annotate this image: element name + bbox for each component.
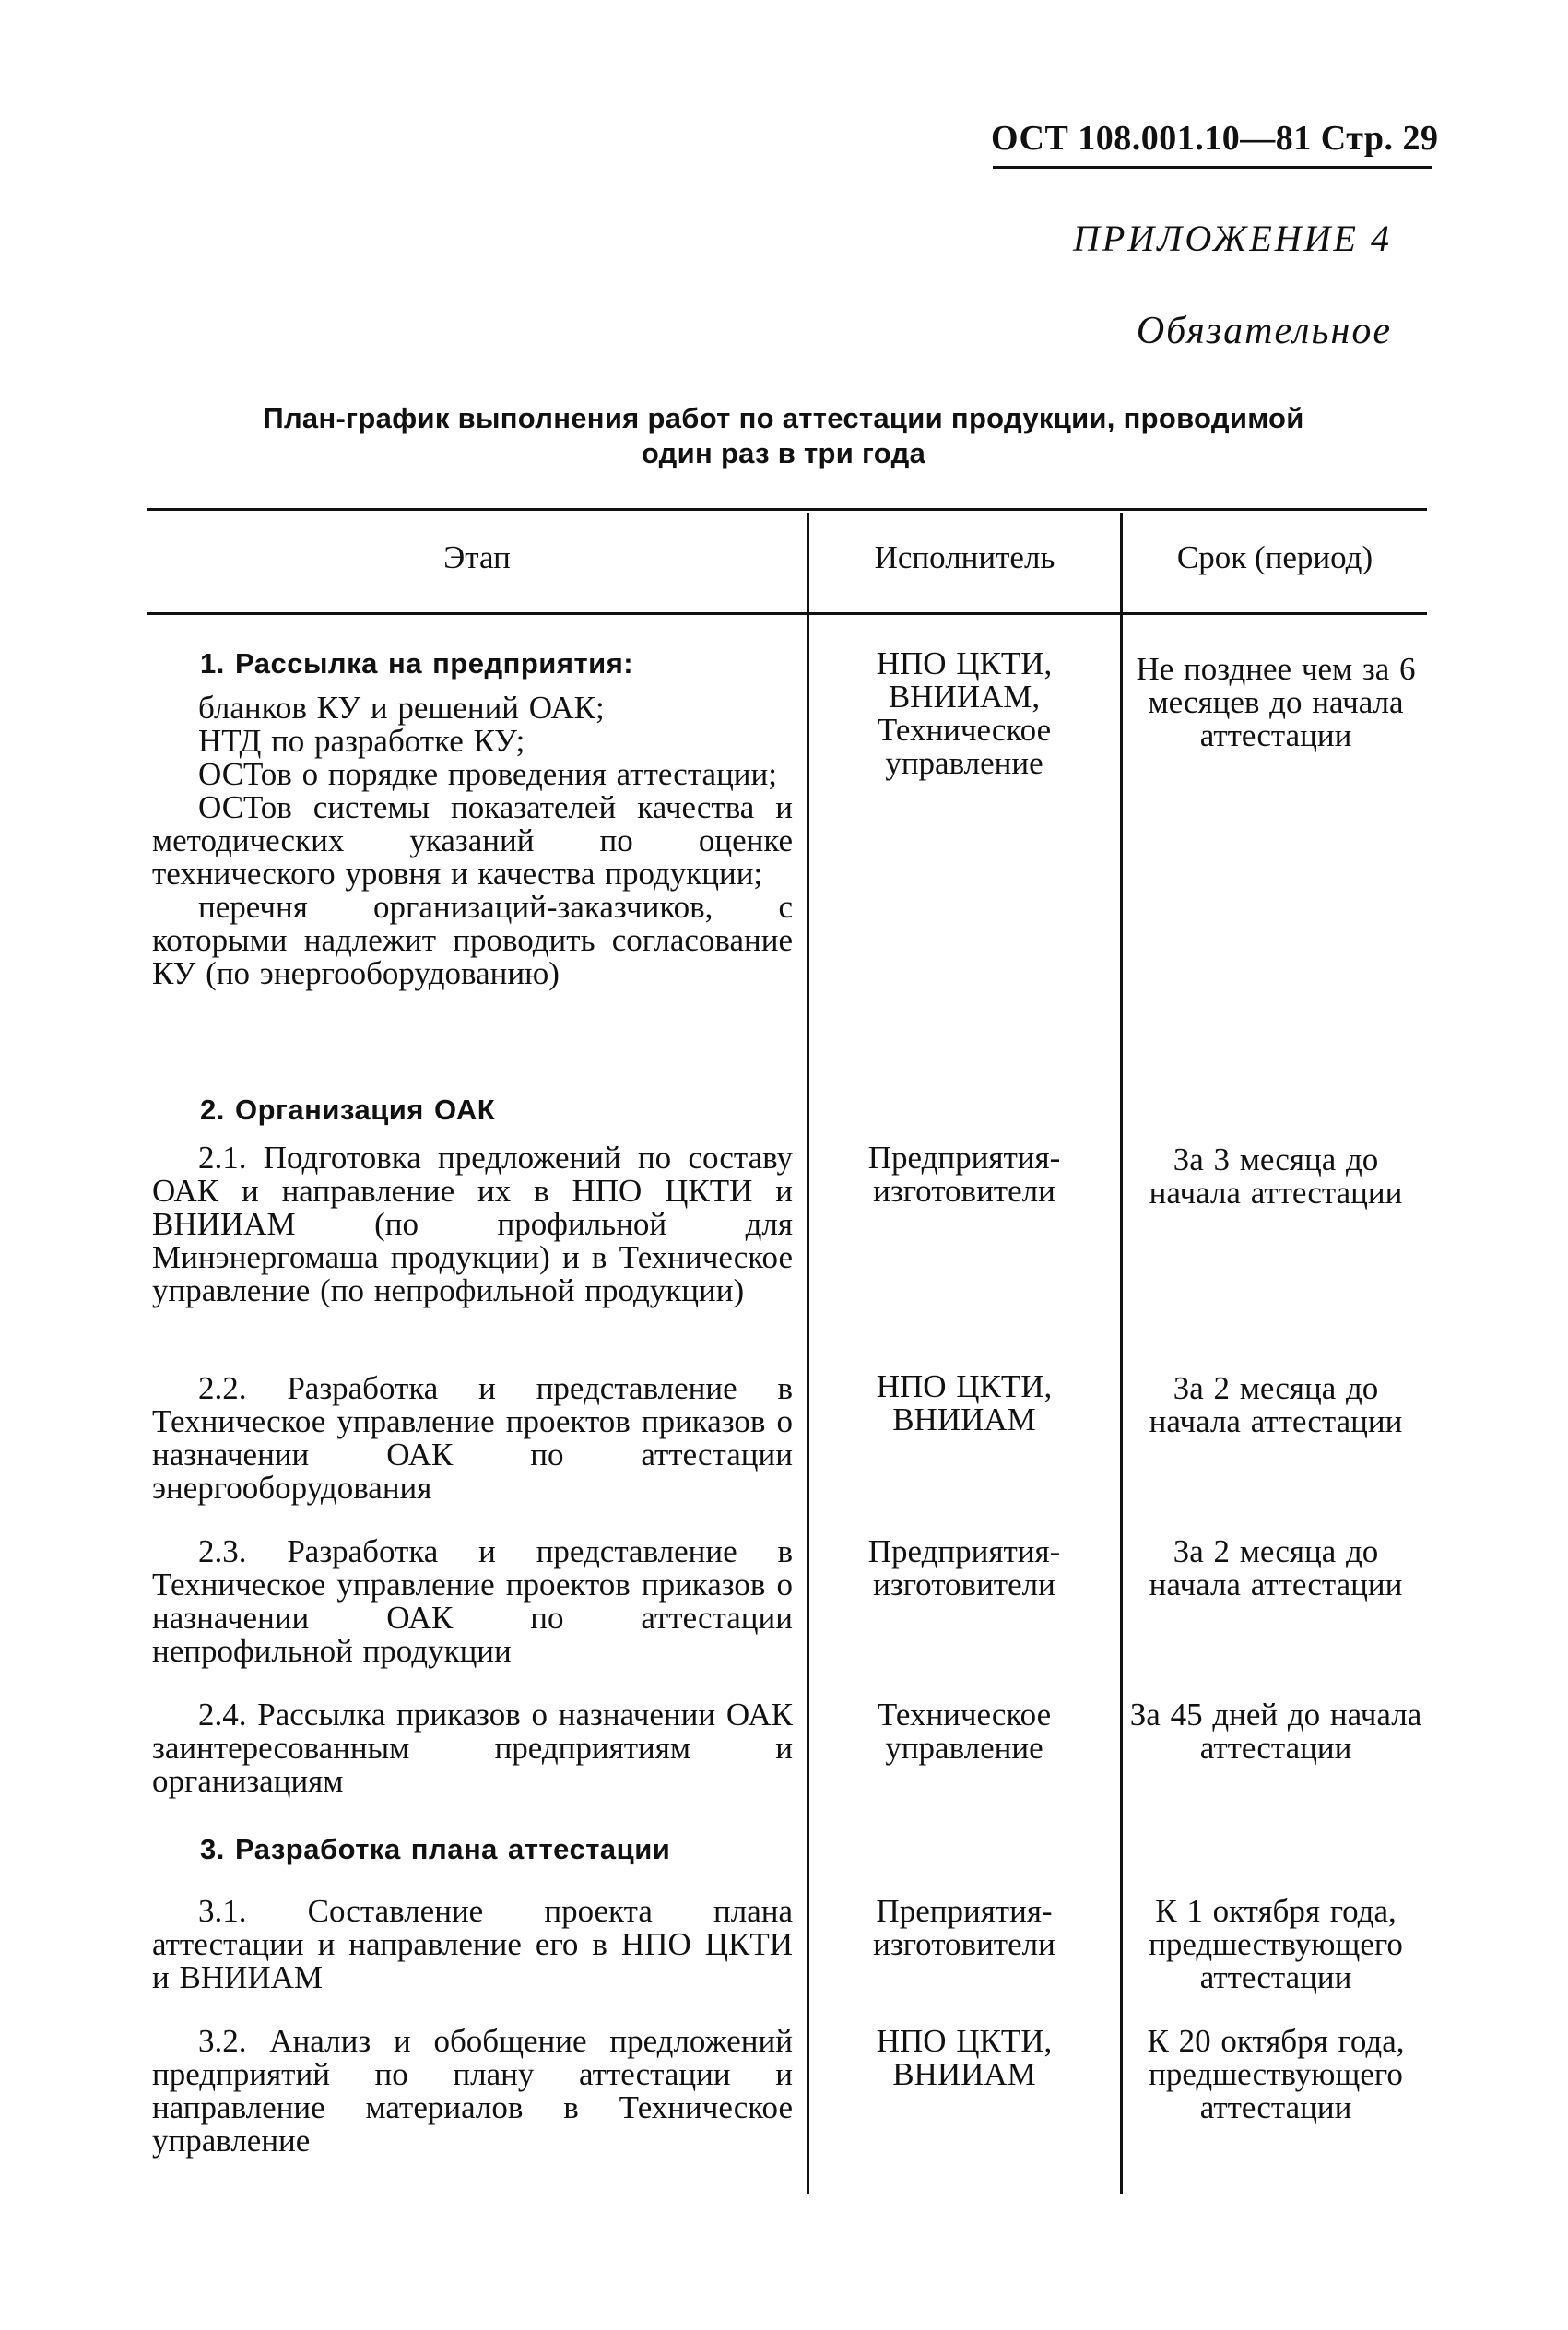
row-2-1-stage: 2.1. Подготовка предложений по составу ОАК и направление их в НПО ЦКТИ и ВНИИАМ (по профильной для Минэнергомаша продукции) и в Техническое управление (по непрофильной продукции) xyxy=(152,1140,793,1308)
section-1-item-3: ОСТов о порядке проведения аттестации; xyxy=(198,756,777,792)
row-2-4-term: За 45 дней до начала аттестации xyxy=(1129,1697,1422,1766)
row-3-1-executor: Преприятия-изготовители xyxy=(873,1893,1055,1962)
row-2-4-executor: Техническое управление xyxy=(877,1697,1052,1766)
section-1-item-5: перечня организаций-заказчиков, с которыми надлежит проводить согласование КУ (по энергооборудованию) xyxy=(152,889,793,991)
header-term: Срок (период) xyxy=(1176,539,1373,575)
row-3-2-term: К 20 октября года, предшествующего аттестации xyxy=(1147,2023,1405,2125)
document-title xyxy=(184,401,1383,471)
header-underline xyxy=(993,166,1432,169)
section-2-title: 2. Организация ОАК xyxy=(200,1094,496,1126)
section-1-term: Не позднее чем за 6 месяцев до начала аттестации xyxy=(1136,651,1416,753)
column-divider-2 xyxy=(1120,513,1123,2194)
header-executor: Исполнитель xyxy=(874,539,1055,575)
row-2-1-term: За 3 месяца до начала аттестации xyxy=(1149,1141,1403,1211)
table-header-rule xyxy=(147,612,1427,615)
section-1-item-1: бланков КУ и решений ОАК; xyxy=(198,690,605,726)
row-2-2-stage: 2.2. Разработка и представление в Техническое управление проектов приказов о назначении ОАК по аттестации энергооборудования xyxy=(152,1370,793,1506)
section-1-title: 1. Рассылка на предприятия: xyxy=(200,647,634,680)
table-top-rule xyxy=(147,508,1427,511)
document-designation: ОСТ 108.001.10—81 Стр. 29 xyxy=(991,119,1439,158)
appendix-label: ПРИЛОЖЕНИЕ 4 xyxy=(1073,218,1392,259)
section-1-executor: НПО ЦКТИ, ВНИИАМ, Техническое управление xyxy=(876,645,1053,781)
row-2-3-term: За 2 месяца до начала аттестации xyxy=(1149,1533,1403,1603)
appendix-status: Обязательное xyxy=(1136,310,1392,352)
section-1-block xyxy=(152,647,793,990)
section-1-item-4: ОСТов системы показателей качества и методических указаний по оценке технического уровня и качества продукции; xyxy=(152,789,793,892)
row-2-1-executor: Предприятия-изготовители xyxy=(867,1140,1061,1209)
section-3-title: 3. Разработка плана аттестации xyxy=(200,1833,671,1865)
title-line-1: План-график выполнения работ по аттестации продукции, проводимой xyxy=(263,402,1304,434)
row-2-4-stage: 2.4. Рассылка приказов о назначении ОАК заинтересованным предприятиям и организациям xyxy=(152,1697,793,1799)
row-2-2-executor: НПО ЦКТИ, ВНИИАМ xyxy=(876,1368,1053,1437)
row-2-3-executor: Предприятия-изготовители xyxy=(867,1533,1061,1603)
section-1-item-2: НТД по разработке КУ; xyxy=(198,723,525,759)
column-divider-1 xyxy=(807,513,809,2194)
row-3-1-term: К 1 октября года, предшествующего аттестации xyxy=(1149,1893,1403,1995)
row-2-3-stage: 2.3. Разработка и представление в Техническое управление проектов приказов о назначении ОАК по аттестации непрофильной продукции xyxy=(152,1533,793,1669)
title-line-2: один раз в три года xyxy=(641,437,926,469)
row-3-2-executor: НПО ЦКТИ, ВНИИАМ xyxy=(876,2023,1053,2092)
row-3-1-stage: 3.1. Составление проекта плана аттестации и направление его в НПО ЦКТИ и ВНИИАМ xyxy=(152,1893,793,1995)
header-stage: Этап xyxy=(443,539,511,575)
row-2-2-term: За 2 месяца до начала аттестации xyxy=(1149,1370,1403,1439)
row-3-2-stage: 3.2. Анализ и обобщение предложений предприятий по плану аттестации и направление материалов в Техническое управление xyxy=(152,2023,793,2159)
